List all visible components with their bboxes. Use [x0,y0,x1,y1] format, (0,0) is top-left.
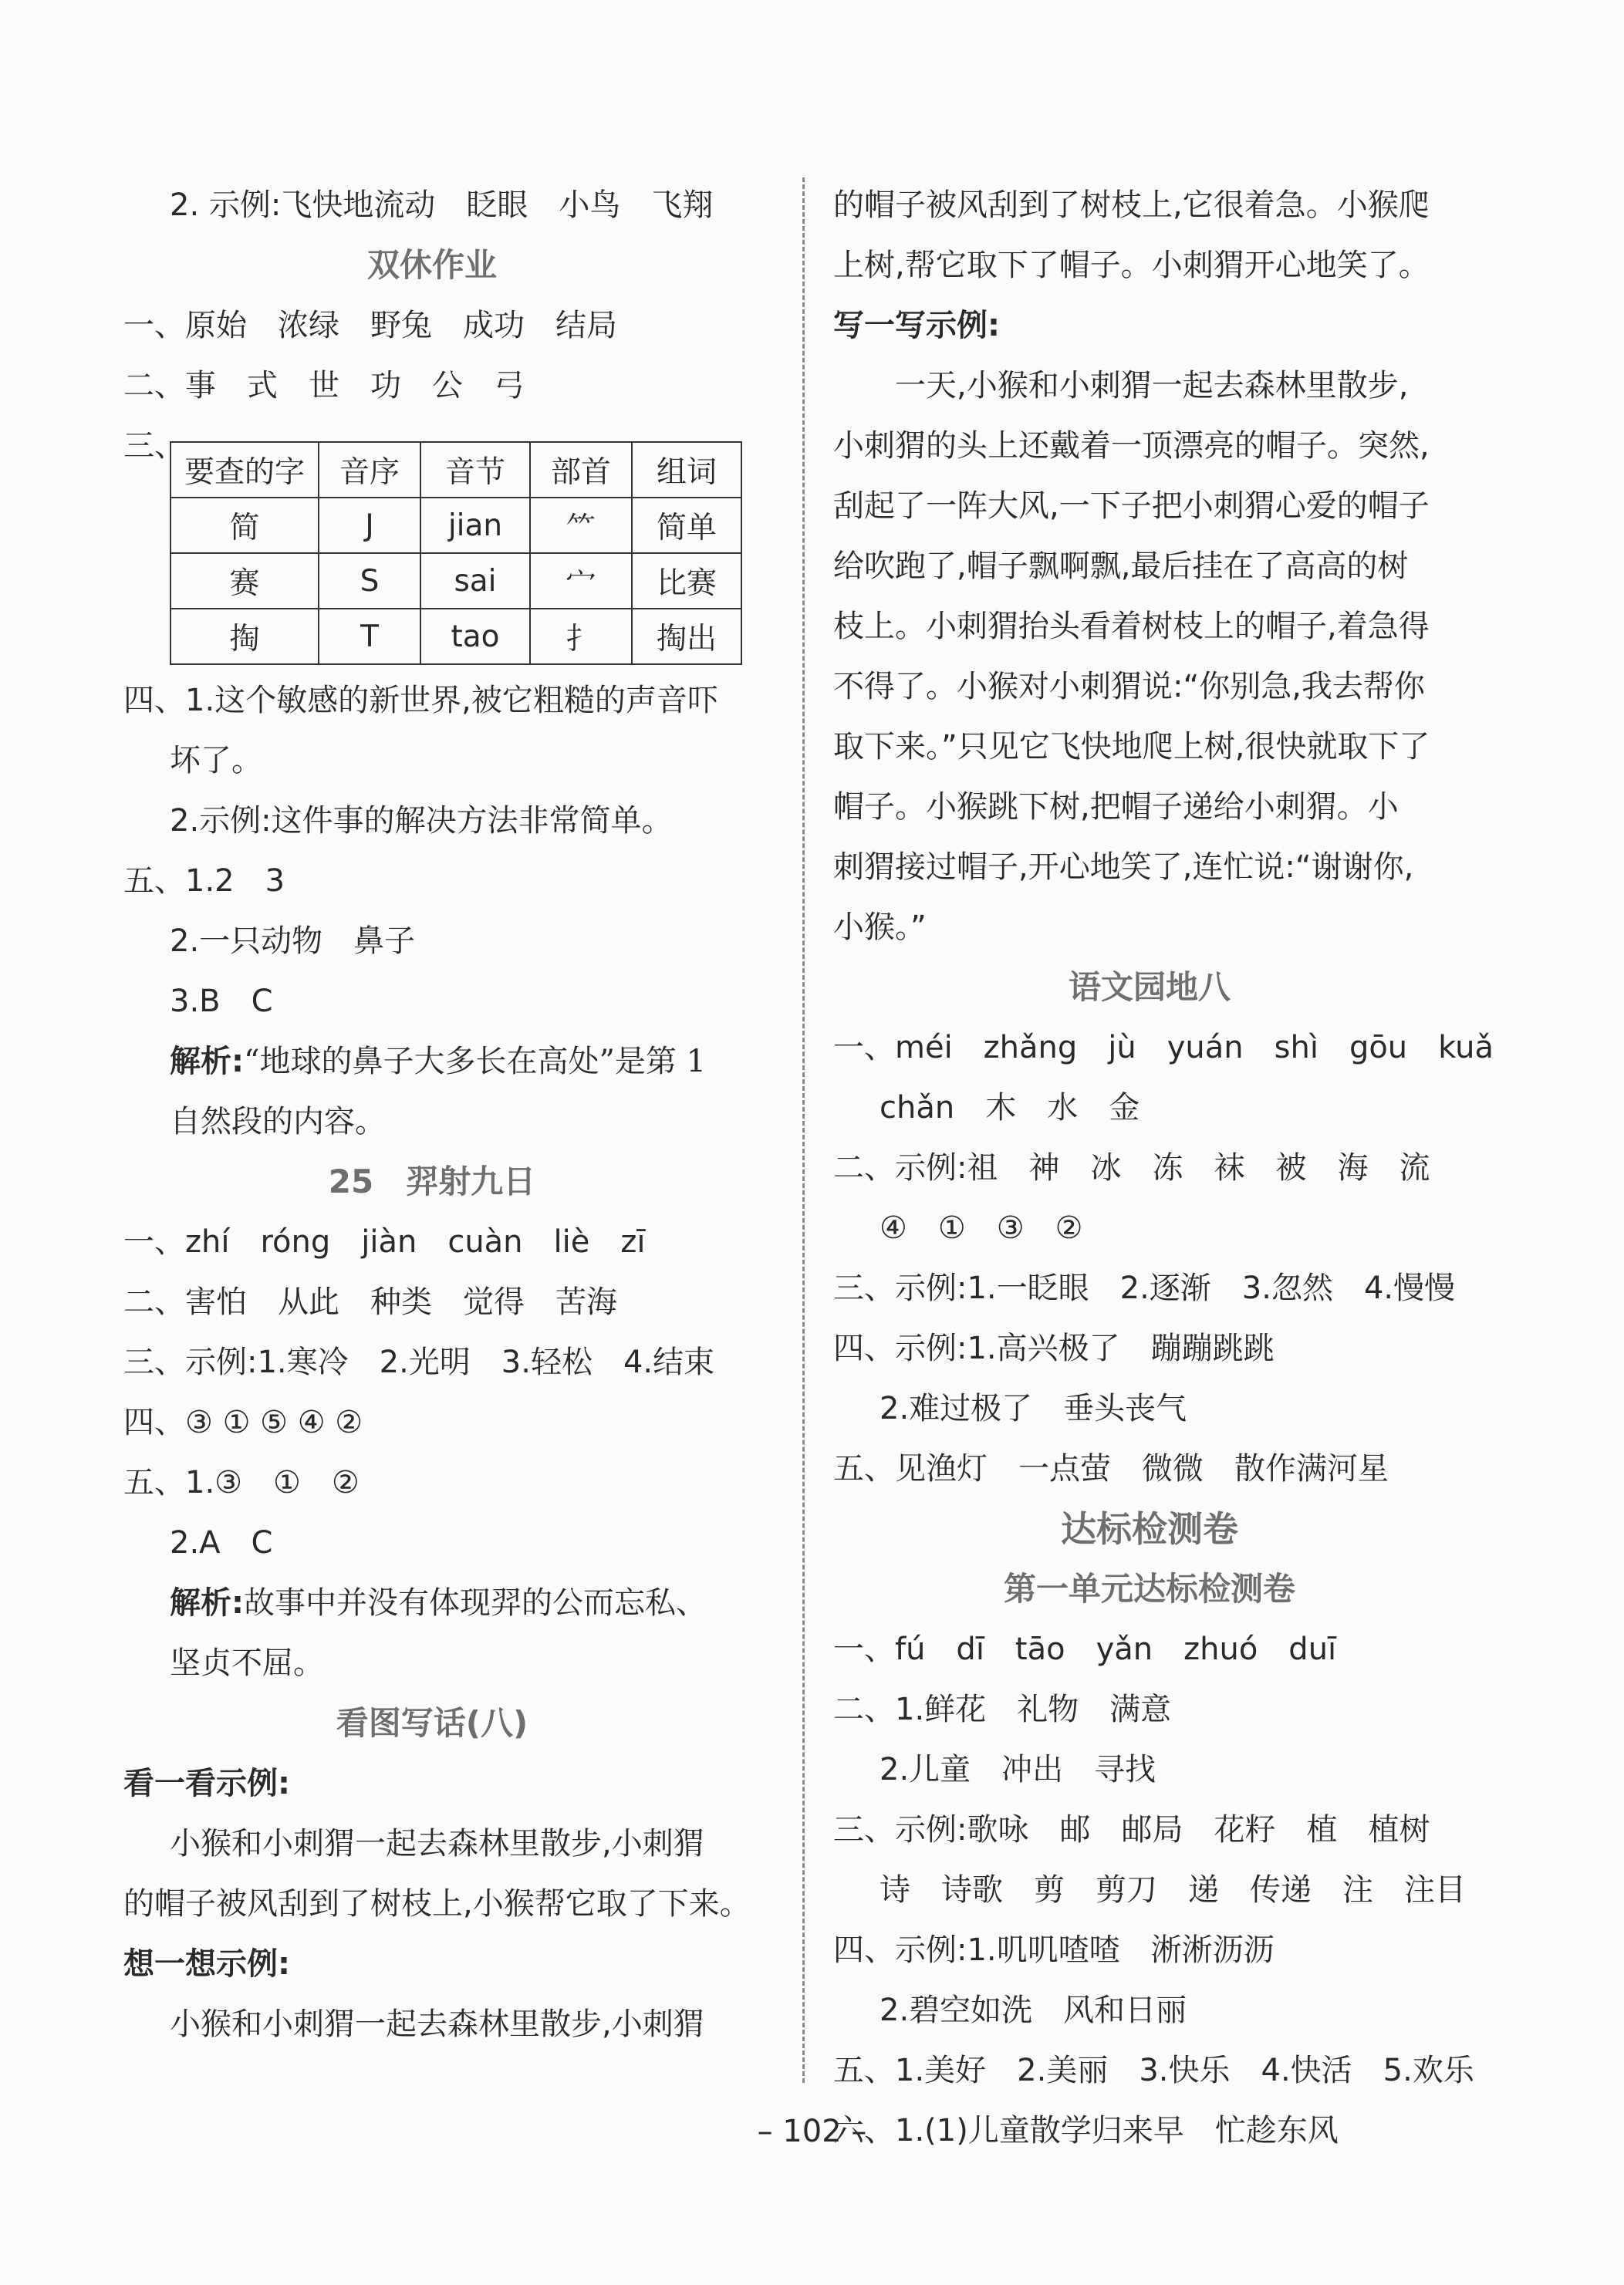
text-line: 的帽子被风刮到了树枝上,小猴帮它取了下来。 [123,1886,751,1922]
dictionary-table [170,441,742,665]
table-cell: 赛 [171,553,319,609]
text-line: 三、示例:歌咏 邮 邮局 花籽 植 植树 [833,1812,1430,1848]
analysis-label: 解析: [170,1044,244,1079]
text-line: 五、1.③ ① ② [123,1465,360,1500]
text-line: 四、1.这个敏感的新世界,被它粗糙的声音吓 [123,683,718,718]
text-line: 六、1.(1)儿童散学归来早 忙趁东风 [833,2113,1339,2148]
table-cell: 扌 [530,609,632,664]
text-line: 2.示例:这件事的解决方法非常简单。 [170,803,673,839]
text-line: 不得了。小猴对小刺猬说:“你别急,我去帮你 [833,669,1425,704]
text-line: 二、害怕 从此 种类 觉得 苦海 [123,1284,617,1320]
table-row [171,498,741,553]
text-line: 二、事 式 世 功 公 弓 [123,368,525,403]
analysis-label: 解析: [170,1585,244,1621]
text-line: 帽子。小猴跳下树,把帽子递给小刺猬。小 [833,789,1399,825]
page-number: – 102 – [757,2114,867,2149]
analysis-text: 故事中并没有体现羿的公而忘私、 [244,1585,707,1621]
text-line: 2.碧空如洗 风和日丽 [880,1993,1187,2028]
text-line: 五、见渔灯 一点萤 微微 散作满河星 [833,1451,1389,1487]
table-cell: sai [420,553,530,609]
text-line: 四、示例:1.高兴极了 蹦蹦跳跳 [833,1331,1275,1366]
analysis-text: “地球的鼻子大多长在高处”是第 1 [244,1044,707,1079]
text-line: 小猴和小刺猬一起去森林里散步,小刺猬 [170,1826,704,1861]
text-line: 五、1.美好 2.美丽 3.快乐 4.快活 5.欢乐 [833,2053,1474,2088]
section-heading: 语文园地八 [1068,968,1231,1006]
text-line: 2.难过极了 垂头丧气 [880,1391,1187,1426]
text-line: 小猴和小刺猬一起去森林里散步,小刺猬 [170,2007,704,2042]
table-row [171,553,741,609]
text-line: 一、zhí róng jiàn cuàn liè zī [123,1224,646,1260]
text-line: 坏了。 [170,743,262,778]
text-line: 二、1.鲜花 礼物 满意 [833,1692,1172,1727]
table-header-row [171,442,741,498]
section-heading: 25 羿射九日 [328,1163,536,1200]
text-line: 小刺猬的头上还戴着一顶漂亮的帽子。突然, [833,428,1430,464]
text-line: 一、méi zhǎng jù yuán shì gōu kuǎ [833,1030,1494,1065]
text-line: 一天,小猴和小刺猬一起去森林里散步, [895,368,1409,403]
subheading: 看一看示例: [123,1766,290,1801]
text-line: 小猴。” [833,910,927,945]
text-line: 自然段的内容。 [170,1104,386,1139]
table-cell: 比赛 [632,553,741,609]
table-header: 要查的字 [171,442,319,498]
text-line: 三、示例:1.一眨眼 2.逐渐 3.忽然 4.慢慢 [833,1271,1456,1306]
text-line: 二、示例:祖 神 冰 冻 袜 被 海 流 [833,1150,1430,1186]
text-line: 2. 示例:飞快地流动 眨眼 小鸟 飞翔 [170,187,714,223]
text-line: 2.A C [170,1525,273,1561]
table-cell: T [319,609,420,664]
text-line: 一、原始 浓绿 野兔 成功 结局 [123,308,617,343]
text-line: 3.B C [170,984,273,1019]
text-line: 刮起了一阵大风,一下子把小刺猬心爱的帽子 [833,488,1430,524]
table-header: 音序 [319,442,420,498]
section-subheading: 第一单元达标检测卷 [1003,1570,1295,1608]
text-line: 五、1.2 3 [123,863,285,899]
text-line: 2.儿童 冲出 寻找 [880,1752,1156,1787]
section-heading: 达标检测卷 [1061,1508,1238,1550]
text-line: 枝上。小刺猬抬头看着树枝上的帽子,着急得 [833,609,1430,644]
text-line: 取下来。”只见它飞快地爬上树,很快就取下了 [833,729,1430,764]
table-cell: 宀 [530,553,632,609]
text-line: 坚贞不屈。 [170,1645,324,1681]
analysis-line [170,1583,707,1623]
text-line: 四、示例:1.叽叽喳喳 淅淅沥沥 [833,1932,1275,1968]
table-cell: 掏 [171,609,319,664]
text-line: 诗 诗歌 剪 剪刀 递 传递 注 注目 [880,1872,1466,1908]
table-header: 音节 [420,442,530,498]
text-line: 三、 [123,428,185,464]
text-line: 三、示例:1.寒冷 2.光明 3.轻松 4.结束 [123,1345,715,1380]
analysis-line [170,1041,706,1082]
table-cell: jian [420,498,530,553]
table-header: 组词 [632,442,741,498]
text-line: 上树,帮它取下了帽子。小刺猬开心地笑了。 [833,248,1430,283]
column-divider [802,177,805,2083]
table-row [171,609,741,664]
table-header: 部首 [530,442,632,498]
table-cell: S [319,553,420,609]
text-line: chǎn 木 水 金 [880,1090,1140,1126]
text-line: 一、fú dī tāo yǎn zhuó duī [833,1632,1337,1667]
section-heading: 双休作业 [366,246,497,284]
table-cell: 简 [171,498,319,553]
section-heading: 看图写话(八) [336,1704,528,1742]
text-line: 2.一只动物 鼻子 [170,923,416,959]
table-cell: ⺮ [530,498,632,553]
table-cell: 掏出 [632,609,741,664]
text-line: 四、③ ① ⑤ ④ ② [123,1405,363,1440]
text-line: 的帽子被风刮到了树枝上,它很着急。小猴爬 [833,187,1430,223]
table-cell: J [319,498,420,553]
text-line: 给吹跑了,帽子飘啊飘,最后挂在了高高的树 [833,548,1409,584]
table-cell: tao [420,609,530,664]
subheading: 想一想示例: [123,1946,290,1982]
text-line: 刺猬接过帽子,开心地笑了,连忙说:“谢谢你, [833,849,1414,885]
table-cell: 简单 [632,498,741,553]
text-line: ④ ① ③ ② [880,1210,1083,1246]
subheading: 写一写示例: [833,308,1000,343]
